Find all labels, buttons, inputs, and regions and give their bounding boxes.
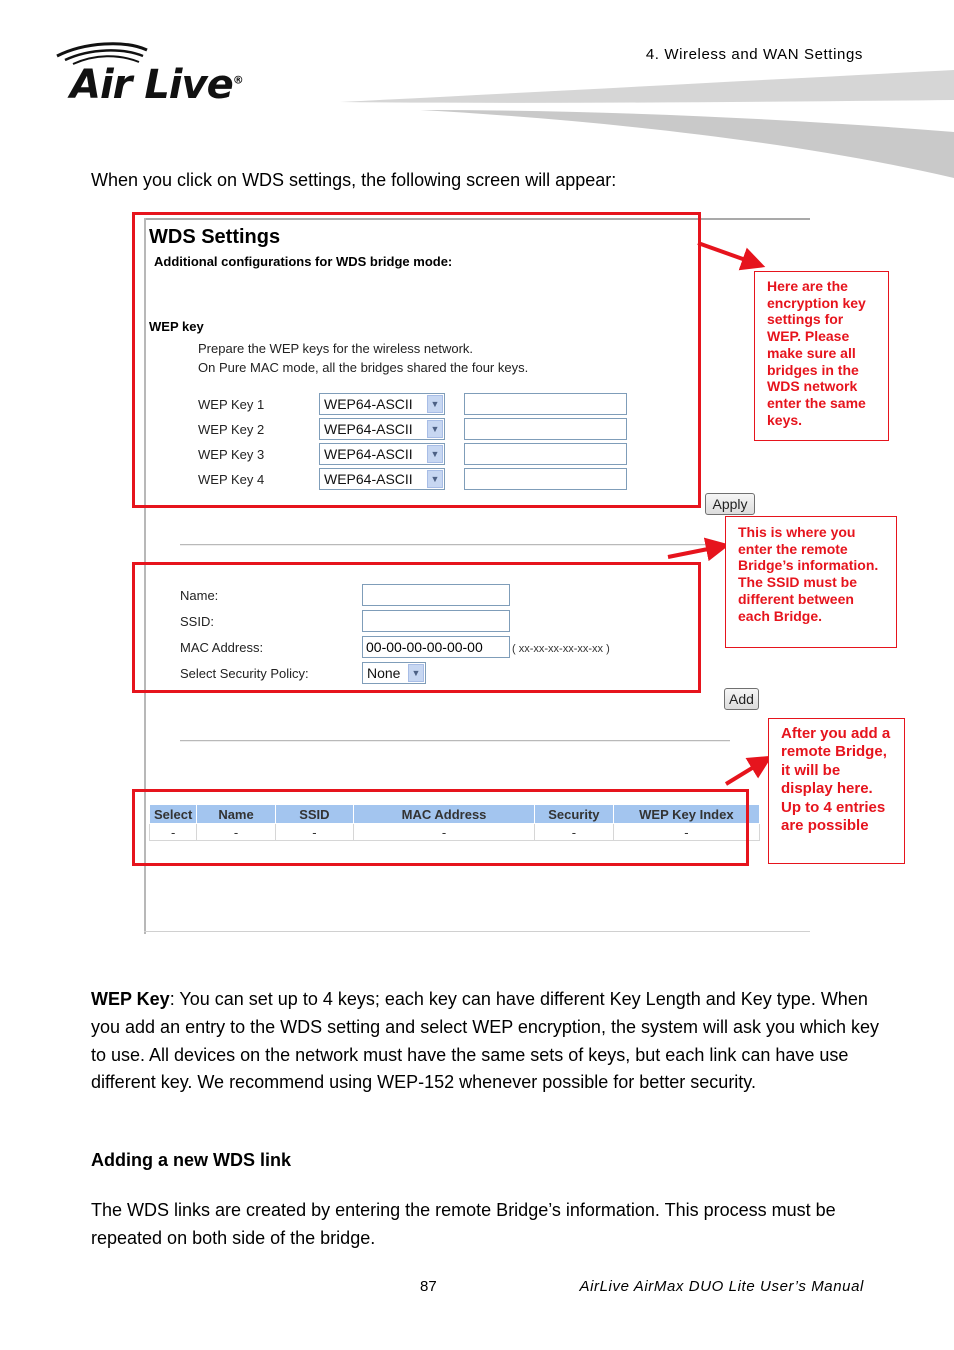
table-cell: - bbox=[613, 824, 759, 841]
chevron-down-icon: ▼ bbox=[427, 445, 443, 463]
wep-keys-highlight bbox=[132, 212, 701, 508]
column-header-ssid: SSID bbox=[275, 805, 353, 824]
wep-key-1-type-select[interactable]: WEP64-ASCII ▼ bbox=[319, 393, 445, 415]
ssid-label: SSID: bbox=[180, 614, 214, 629]
header-swoosh bbox=[340, 70, 954, 180]
name-label: Name: bbox=[180, 588, 219, 603]
wep-key-3-label: WEP Key 3 bbox=[198, 447, 265, 462]
column-header-name: Name bbox=[197, 805, 275, 824]
column-header-wep-key-index: WEP Key Index bbox=[613, 805, 759, 824]
wep-key-header: WEP key bbox=[149, 319, 204, 334]
wep-key-term: WEP Key bbox=[91, 989, 170, 1009]
manual-title: AirLive AirMax DUO Lite User’s Manual bbox=[579, 1278, 864, 1295]
remote-bridge-note: This is where you enter the remote Bridge’s information. The SSID must be different between each Bridge. bbox=[725, 516, 897, 648]
section-heading: Adding a new WDS link bbox=[91, 1150, 292, 1170]
wep-key-2-label: WEP Key 2 bbox=[198, 422, 265, 437]
airlive-logo-text: Air Live® bbox=[70, 62, 243, 108]
table-cell: - bbox=[150, 824, 197, 841]
wep-key-4-label: WEP Key 4 bbox=[198, 472, 265, 487]
column-header-select: Select bbox=[150, 805, 197, 824]
wep-key-2-type-select[interactable]: WEP64-ASCII ▼ bbox=[319, 418, 445, 440]
chevron-down-icon: ▼ bbox=[427, 420, 443, 438]
wds-list-note: After you add a remote Bridge, it will be display here. Up to 4 entries are possible bbox=[768, 718, 905, 864]
add-button[interactable]: Add bbox=[724, 688, 759, 710]
section-divider bbox=[180, 740, 730, 742]
remote-bridge-highlight bbox=[132, 562, 701, 693]
chapter-title: 4. Wireless and WAN Settings bbox=[645, 46, 863, 63]
table-cell: - bbox=[275, 824, 353, 841]
mac-address-input[interactable]: 00-00-00-00-00-00 bbox=[362, 636, 510, 658]
wep-key-paragraph bbox=[91, 986, 881, 1097]
wep-description-1: Prepare the WEP keys for the wireless network. bbox=[198, 341, 474, 356]
security-policy-label: Select Security Policy: bbox=[180, 666, 309, 681]
wep-description-2: On Pure MAC mode, all the bridges shared the four keys. bbox=[198, 360, 529, 375]
table-cell: - bbox=[354, 824, 535, 841]
wds-list-highlight bbox=[132, 789, 749, 866]
apply-button[interactable]: Apply bbox=[705, 493, 755, 515]
wep-key-text: : You can set up to 4 keys; each key can have different Key Length and Key type. When you add an entry to the WDS setting and select WEP encryption, the system will ask you which key to use. All devices on the network must have the same sets of keys, but each link can have use different key. We recommend using WEP-152 whenever possible for better security. bbox=[91, 989, 880, 1093]
screenshot-bottom-border bbox=[144, 931, 810, 932]
wds-settings-subtitle: Additional configurations for WDS bridge mode: bbox=[154, 254, 453, 269]
wep-key-1-label: WEP Key 1 bbox=[198, 397, 265, 412]
section-paragraph: The WDS links are created by entering the remote Bridge’s information. This process must be repeated on both side of the bridge. bbox=[91, 1200, 836, 1248]
wds-settings-title: WDS Settings bbox=[149, 226, 281, 248]
wep-note: Here are the encryption key settings for WEP. Please make sure all bridges in the WDS network enter the same keys. bbox=[754, 271, 889, 441]
wep-key-3-type-select[interactable]: WEP64-ASCII ▼ bbox=[319, 443, 445, 465]
mac-address-label: MAC Address: bbox=[180, 640, 264, 655]
mac-format-hint: ( xx-xx-xx-xx-xx-xx ) bbox=[512, 643, 610, 655]
wep-key-4-type-select[interactable]: WEP64-ASCII ▼ bbox=[319, 468, 445, 490]
intro-text: When you click on WDS settings, the following screen will appear: bbox=[91, 170, 617, 190]
chevron-down-icon: ▼ bbox=[408, 664, 424, 682]
security-policy-select[interactable]: None ▼ bbox=[362, 662, 426, 684]
column-header-mac-address: MAC Address bbox=[354, 805, 535, 824]
column-header-security: Security bbox=[535, 805, 614, 824]
chevron-down-icon: ▼ bbox=[427, 470, 443, 488]
page-number: 87 bbox=[420, 1278, 437, 1295]
table-cell: - bbox=[535, 824, 614, 841]
table-cell: - bbox=[197, 824, 275, 841]
chevron-down-icon: ▼ bbox=[427, 395, 443, 413]
section-divider bbox=[180, 544, 730, 546]
